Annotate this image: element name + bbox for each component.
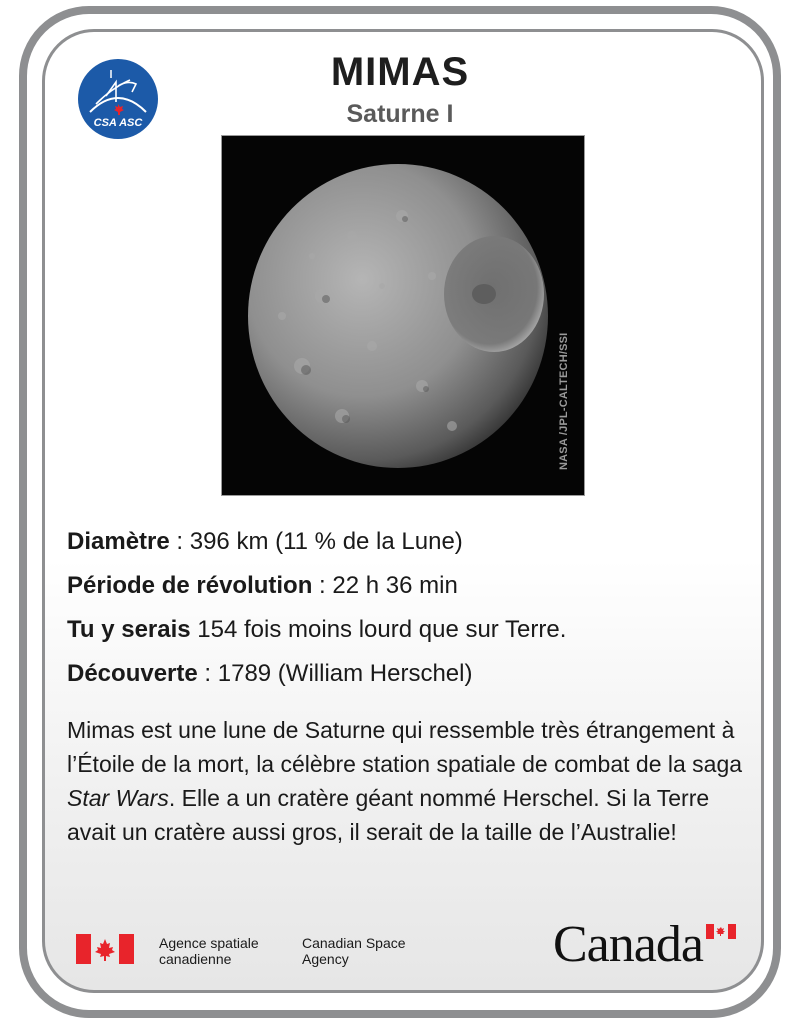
fact-label: Période de révolution (67, 572, 313, 599)
agency-fr-line2: canadienne (159, 951, 232, 967)
moon-subtitle: Saturne I (346, 100, 454, 128)
description-italic-title: Star Wars (67, 785, 169, 811)
description-paragraph (67, 713, 747, 849)
svg-text:CSA ASC: CSA ASC (93, 117, 143, 129)
fact-discovery (67, 652, 747, 696)
fact-value: 1789 (William Herschel) (217, 660, 473, 687)
fact-value: 22 h 36 min (332, 572, 458, 599)
agency-fr-line1: Agence spatiale (159, 935, 259, 951)
canada-wordmark: Canada (553, 916, 703, 973)
canada-wordmark-flag-icon (706, 924, 736, 939)
photo-credit: NASA /JPL-CALTECH/SSI (558, 332, 570, 470)
fact-diameter (67, 520, 747, 564)
moon-title: MIMAS (330, 50, 470, 94)
mimas-image-icon (222, 136, 584, 495)
fact-separator: : (197, 660, 218, 687)
fact-revolution-period (67, 564, 747, 608)
agency-en-line1: Canadian Space (302, 935, 406, 951)
fact-label: Découverte (67, 660, 198, 687)
canada-flag-icon (76, 934, 134, 964)
fact-weight (67, 608, 747, 652)
agency-name-french (159, 935, 259, 967)
fact-separator: : (312, 572, 333, 599)
description-text: . Elle a un cratère géant nommé Herschel. Si la Terre avait un cratère aussi gros, il serait de la taille de l’Australie! (67, 785, 710, 845)
agency-en-line2: Agency (302, 951, 349, 967)
fact-label: Diamètre (67, 528, 170, 555)
fact-value: 396 km (11 % de la Lune) (189, 528, 463, 555)
description-text: Mimas est une lune de Saturne qui ressemble très étrangement à l’Étoile de la mort, la célèbre station spatiale de combat de la saga (67, 717, 743, 777)
agency-name-english (302, 935, 406, 967)
fact-label: Tu y serais (67, 616, 191, 643)
facts-list (67, 520, 747, 696)
fact-value: 154 fois moins lourd que sur Terre. (197, 616, 567, 643)
moon-photo (222, 136, 584, 495)
fact-separator: : (169, 528, 190, 555)
